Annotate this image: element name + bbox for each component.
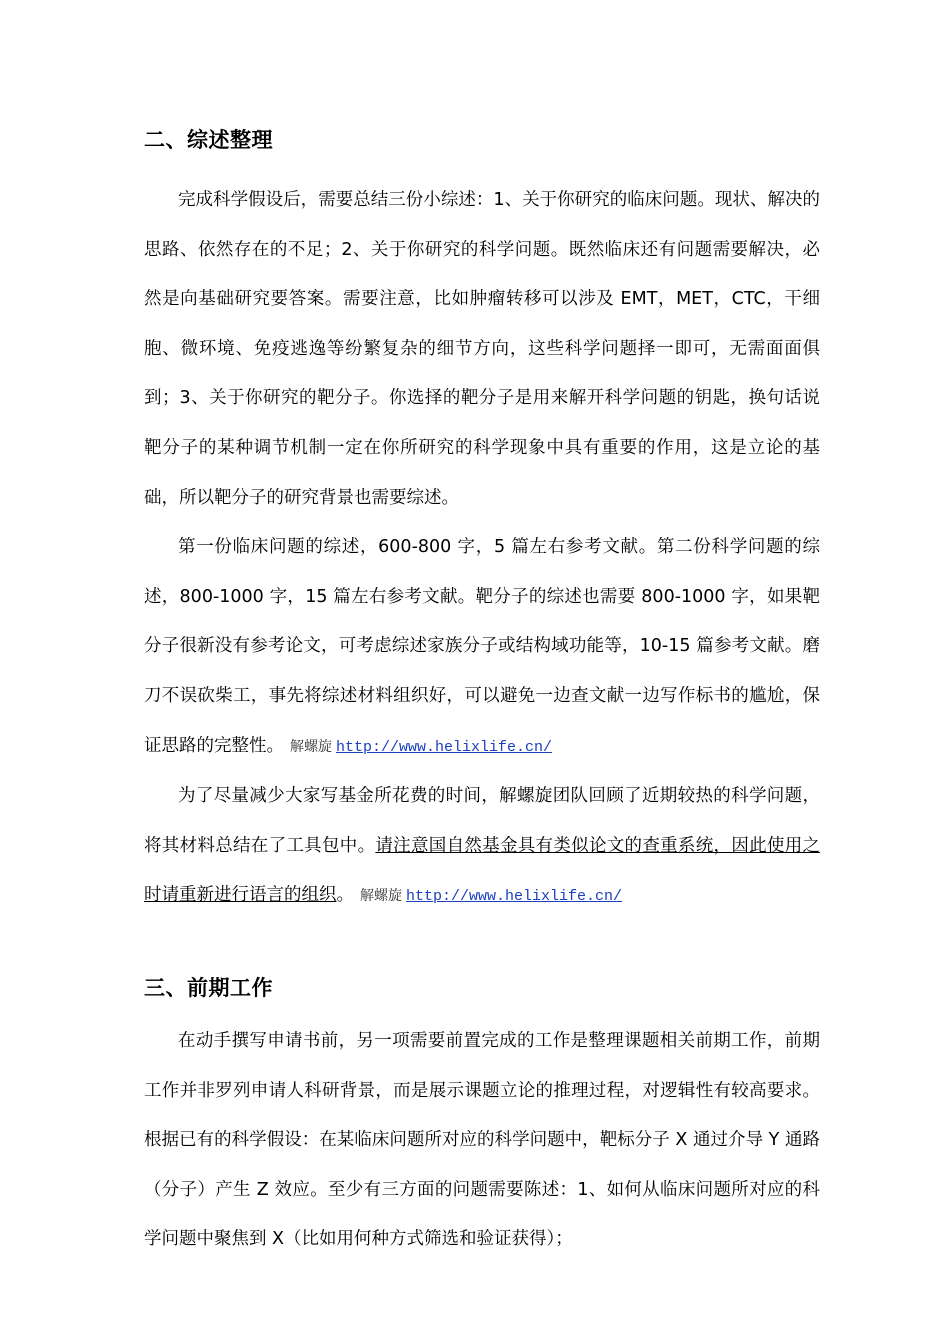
paragraph-toolkit-note — [144, 772, 820, 922]
paragraph-review-intro: 完成科学假设后，需要总结三份小综述：1、关于你研究的临床问题。现状、解决的思路、依然存在的不足；2、关于你研究的科学问题。既然临床还有问题需要解决，必然是向基础研究要答案。需要注意，比如肿瘤转移可以涉及 EMT，MET，CTC，干细胞、微环境、免疫逃逸等纷繁复杂的细节方向，这些科学问题择一即可，无需面面俱到；3、关于你研究的靶分子。你选择的靶分子是用来解开科学问题的钥匙，换句话说靶分子的某种调节机制一定在你所研究的科学现象中具有重要的作用，这是立论的基础，所以靶分子的研究背景也需要综述。 — [144, 190, 820, 508]
helixlife-link[interactable]: http://www.helixlife.cn/ — [406, 888, 623, 906]
paragraph-toolkit-text: 为了尽量减少大家写基金所花费的时间，解螺旋团队回顾了近期较热的科学问题，将其材料总结在了工具包中。 — [144, 786, 820, 856]
document-page — [144, 118, 820, 1265]
paragraph-prior-work: 在动手撰写申请书前，另一项需要前置完成的工作是整理课题相关前期工作，前期工作并非罗列申请人科研背景，而是展示课题立论的推理过程，对逻辑性有较高要求。根据已有的科学假设：在某临床问题所对应的科学问题中，靶标分子 X 通过介导 Y 通路（分子）产生 Z 效应。至少有三方面的问题需要陈述：1、如何从临床问题所对应的科学问题中聚焦到 X（比如用何种方式筛选和验证获得）； — [144, 1030, 820, 1250]
paragraph-review-requirements — [144, 523, 820, 772]
sentence-end: 。 — [336, 885, 354, 906]
section-heading-review: 二、综述整理 — [144, 128, 273, 152]
helixlife-link[interactable]: http://www.helixlife.cn/ — [336, 738, 553, 756]
brand-watermark: 解螺旋 — [360, 888, 402, 905]
section-heading-prior-work: 三、前期工作 — [144, 975, 273, 1000]
plagiarism-warning: 请注意国自然基金具有类似论文的查重系统，因此使用之时请重新进行语言的组织 — [144, 835, 821, 906]
paragraph-review-requirements-text: 第一份临床问题的综述，600-800 字，5 篇左右参考文献。第二份科学问题的综述，800-1000 字，15 篇左右参考文献。靶分子的综述也需要 800-1000 字，如果靶分子很新没有参考论文，可考虑综述家族分子或结构域功能等，10-15 篇参考文献。磨刀不误砍柴工，事先将综述材料组织好，可以避免一边查文献一边写作标书的尴尬，保证思路的完整性。 — [144, 537, 820, 756]
brand-watermark: 解螺旋 — [290, 738, 332, 755]
